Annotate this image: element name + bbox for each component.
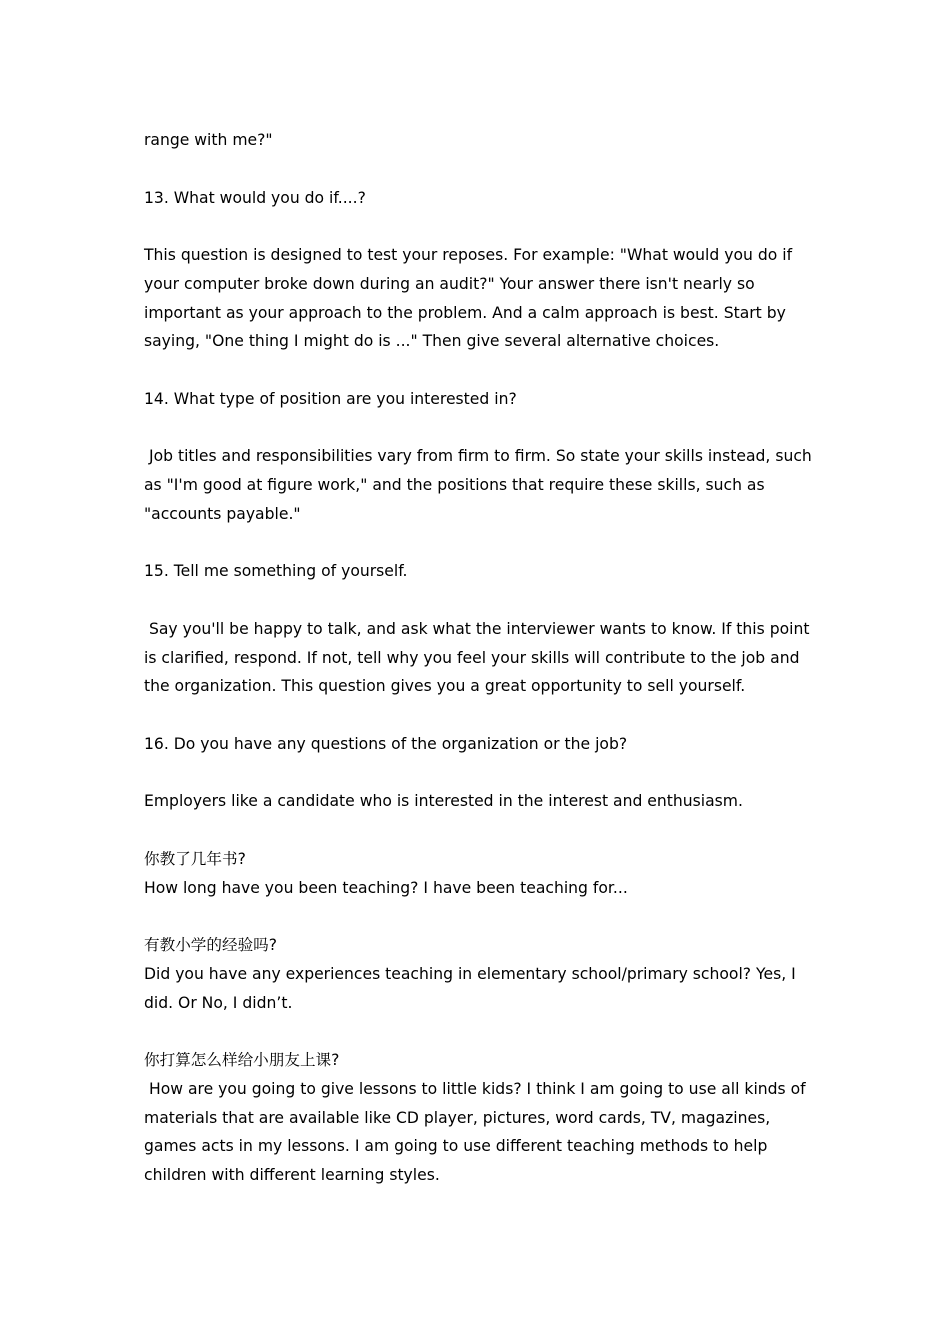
- qa-block: [144, 931, 812, 1017]
- paragraph-range-continuation: range with me?": [144, 131, 273, 149]
- answer-13-paragraph: This question is designed to test your reposes. For example: "What would you do if your computer broke down during an audit?" Your answer there isn't nearly so important as your approach to the problem. And a calm approach is best. Start by saying, "One thing I might do is ..." Then give several alternative choices.: [144, 246, 798, 351]
- document-body: [144, 126, 817, 1219]
- question-16-heading: 16. Do you have any questions of the organization or the job?: [144, 734, 628, 753]
- question-13-heading: 13. What would you do if....?: [144, 188, 366, 207]
- qa-answer-en: Did you have any experiences teaching in elementary school/primary school? Yes, I did. Or No, I didn’t.: [144, 964, 801, 1012]
- answer-16-paragraph: Employers like a candidate who is interested in the interest and enthusiasm.: [144, 792, 743, 811]
- qa-block: [144, 1046, 812, 1190]
- question-15-heading: 15. Tell me something of yourself.: [144, 562, 408, 581]
- qa-answer-en: How long have you been teaching? I have been teaching for...: [144, 878, 628, 897]
- answer-14-paragraph: Job titles and responsibilities vary from firm to firm. So state your skills instead, such as "I'm good at figure work," and the positions that require these skills, such as "accounts payable.": [144, 447, 817, 523]
- qa-answer-en: How are you going to give lessons to little kids? I think I am going to use all kinds of materials that are available like CD player, pictures, word cards, TV, magazines, games acts in my lessons. I am going to use different teaching methods to help children with different learning styles.: [144, 1079, 811, 1184]
- answer-15-paragraph: Say you'll be happy to talk, and ask what the interviewer wants to know. If this point is clarified, respond. If not, tell why you feel your skills will contribute to the job and the organization. This question gives you a great opportunity to sell yourself.: [144, 619, 815, 696]
- qa-block: [144, 845, 812, 903]
- question-14-heading: 14. What type of position are you interested in?: [144, 389, 517, 408]
- qa-question-zh: 你打算怎么样给小朋友上课?: [144, 1051, 340, 1069]
- qa-question-zh: 有教小学的经验吗?: [144, 936, 278, 954]
- qa-question-zh: 你教了几年书?: [144, 849, 246, 868]
